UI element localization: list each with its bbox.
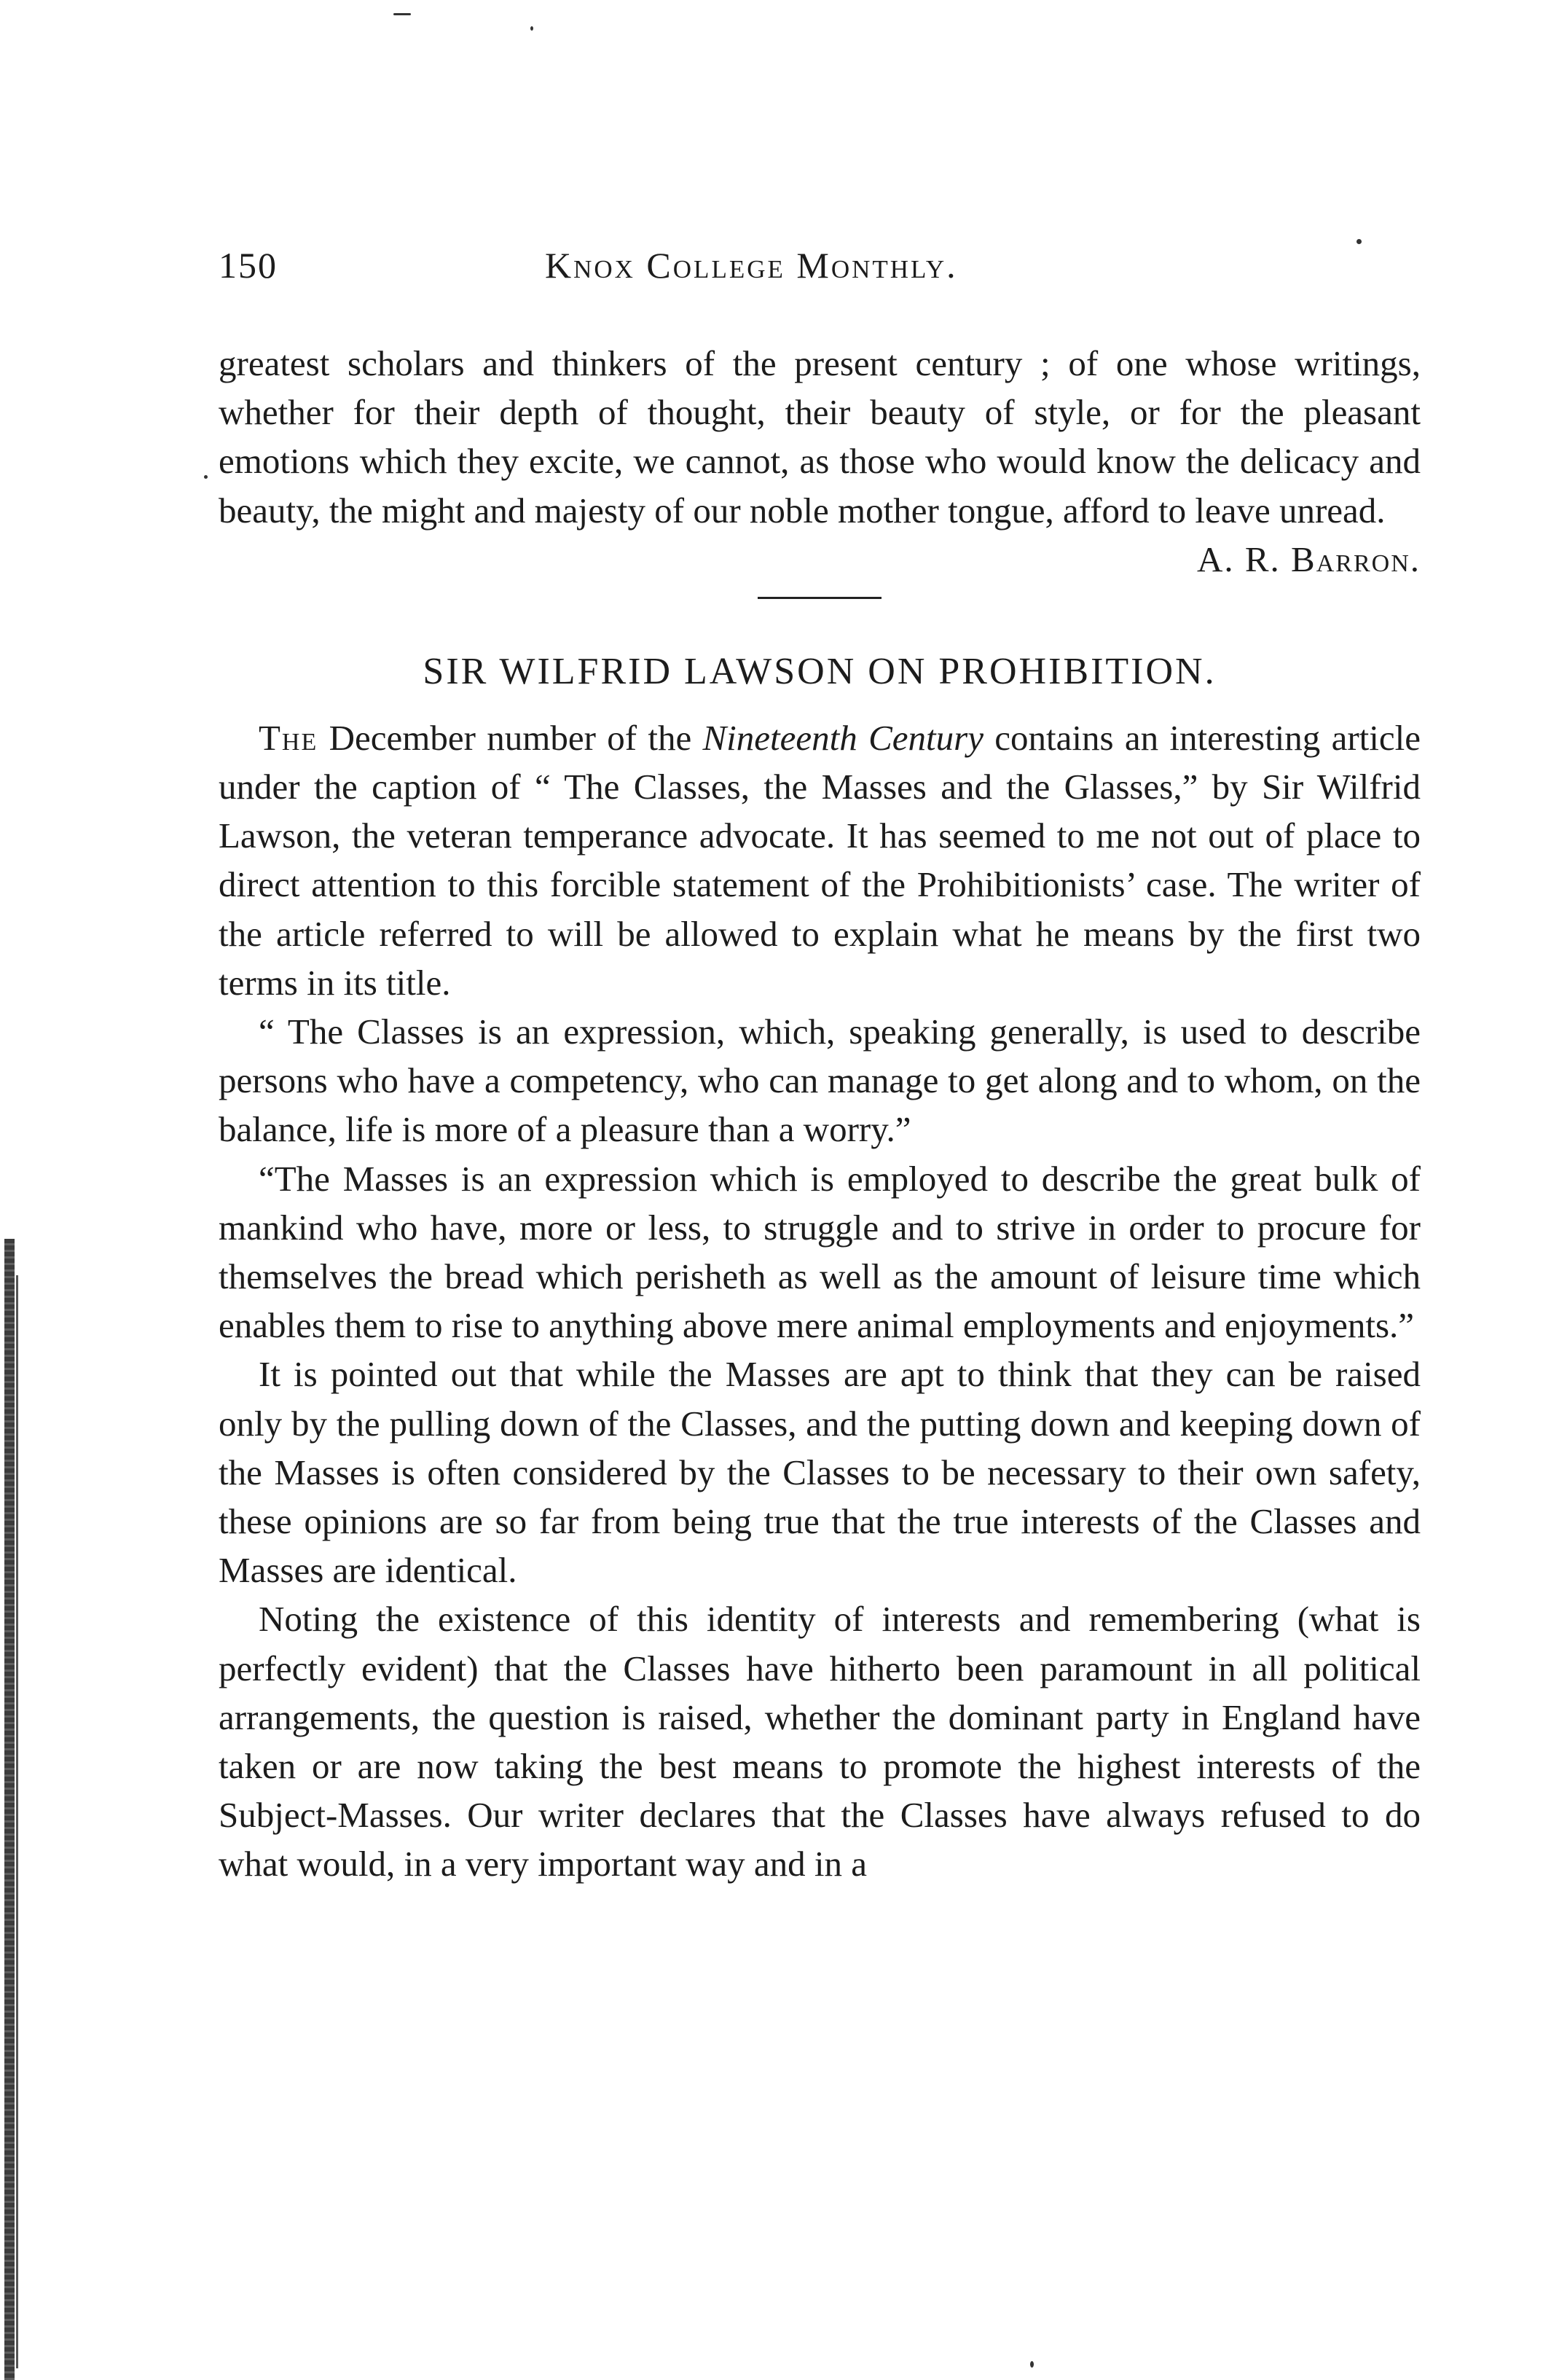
binding-edge [4, 1239, 15, 2380]
lead-word: The [259, 717, 318, 758]
page-number: 150 [219, 245, 278, 286]
scan-speck [393, 13, 411, 15]
section-divider [758, 597, 882, 599]
paragraph-text: December number of the [318, 717, 703, 758]
article-paragraph-5: Noting the existence of this identity of interests and remembering (what is perfectly evident) that the Classes have hitherto been paramount in all political arrangements, the question is raised, whether the dominant party in England have taken or are now taking the best means to promote the highest interests of the Subject-Masses. Our writer declares that the Classes have always refused to do what would, in a very important way and in a [219, 1599, 1421, 1884]
quote-masses: “The Masses is an expression which is employed to describe the great bulk of mankind who have, more or less, to struggle and to strive in order to procure for themselves the bread which perisheth as well as the amount of leisure time which enables them to rise to anything above mere animal employments and enjoyments.” [219, 1158, 1421, 1346]
running-title: Knox College Monthly. [545, 245, 958, 286]
scan-speck [204, 475, 208, 479]
binding-edge-line [16, 1275, 18, 2368]
scan-speck [530, 26, 533, 31]
article-paragraph-1 [219, 713, 1421, 1007]
signature-initials: A. R. [1196, 539, 1281, 579]
quote-classes: “ The Classes is an expression, which, speaking generally, is used to describe persons who have a competency, who can manage to get along and to whom, on the balance, life is more of a pleasure than a worry.” [219, 1011, 1421, 1150]
page-body [219, 339, 1421, 1889]
article-title: SIR WILFRID LAWSON ON PROHIBITION. [423, 650, 1217, 692]
scan-speck [1030, 2361, 1034, 2368]
magazine-title: Nineteenth Century [702, 717, 983, 758]
article-paragraph-4: It is pointed out that while the Masses are apt to think that they can be raised only by the pulling down of the Classes, and the putting down and keeping down of the Masses is often considered by the Classes to be necessary to their own safety, these opinions are so far from being true that the true interests of the Classes and Masses are identical. [219, 1354, 1421, 1591]
paragraph-text: contains an interesting article under the caption of “ The Classes, the Masses and the Glasses,” by Sir Wilfrid Lawson, the veteran temperance advocate. It has seemed to me not out of place to direct attention to this forcible statement of the Prohibitionists’ case. The writer of the article referred to will be allowed to explain what he means by the first two terms in its title. [219, 717, 1421, 1003]
scan-speck [1356, 239, 1362, 244]
previous-article-ending: greatest scholars and thinkers of the present century ; of one whose writings, whether for their depth of thought, their beauty of style, or for the pleasant emotions which they excite, we cannot, as those who would know the delicacy and beauty, the might and majesty of our noble mother tongue, afford to leave unread. [219, 343, 1421, 531]
author-signature [219, 535, 1421, 584]
signature-surname: Barron. [1291, 539, 1421, 579]
page-header [219, 244, 1355, 295]
